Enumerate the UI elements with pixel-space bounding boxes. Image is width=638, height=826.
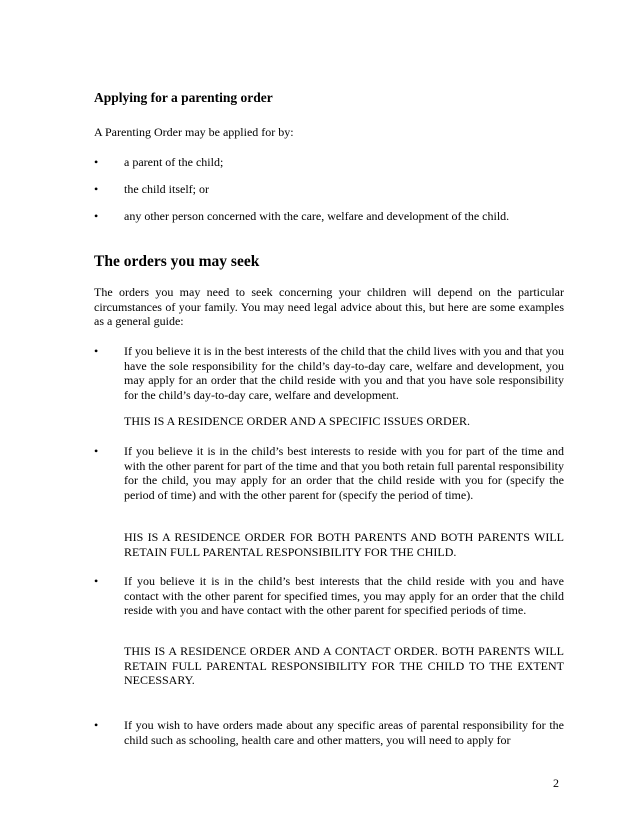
example-text: If you believe it is in the child’s best interests to reside with you for part of the time and with the other parent for part of the time and that you both retain full parental responsibility for the child, you may apply for an order that the child reside with you for (specify the period of time) and with the other parent for (specify the period of time). — [124, 444, 564, 502]
bullet-icon: • — [94, 209, 99, 223]
bullet-icon: • — [94, 344, 99, 358]
example-note: THIS IS A RESIDENCE ORDER AND A SPECIFIC ISSUES ORDER. — [124, 414, 471, 428]
bullet-icon: • — [94, 718, 99, 732]
applicant-text: a parent of the child; — [124, 155, 224, 169]
page-number: 2 — [553, 776, 559, 790]
intro-paragraph: A Parenting Order may be applied for by: — [94, 125, 294, 139]
bullet-icon: • — [94, 182, 99, 196]
example-item — [94, 344, 564, 404]
example-note: THIS IS A RESIDENCE ORDER AND A CONTACT ORDER. BOTH PARENTS WILL RETAIN FULL PARENTAL RESPONSIBILITY FOR THE CHILD TO THE EXTENT NECESSARY. — [124, 644, 564, 687]
bullet-icon: • — [94, 574, 99, 588]
section-heading-orders: The orders you may seek — [94, 253, 260, 270]
applicant-text: the child itself; or — [124, 182, 209, 196]
applicant-text: any other person concerned with the care, welfare and development of the child. — [124, 209, 510, 223]
example-note: HIS IS A RESIDENCE ORDER FOR BOTH PARENTS AND BOTH PARENTS WILL RETAIN FULL PARENTAL RESPONSIBILITY FOR THE CHILD. — [124, 530, 564, 559]
section-heading-applying: Applying for a parenting order — [94, 90, 273, 105]
example-text: If you believe it is in the best interests of the child that the child lives with you and that you have the sole responsibility for the child’s day-to-day care, welfare and development, you may apply for an order that the child reside with you and that you have sole responsibility for the child’s day-to-day care, welfare and development. — [124, 344, 564, 402]
orders-intro-paragraph: The orders you may need to seek concerning your children will depend on the particular circumstances of your family. You may need legal advice about this, but here are some examples as a general guide: — [94, 285, 564, 328]
example-item — [94, 444, 564, 519]
example-item — [94, 718, 564, 750]
bullet-icon: • — [94, 444, 99, 458]
example-text: If you believe it is in the child’s best interests that the child reside with you and have contact with the other parent for specified times, you may apply for an order that the child reside with you and have contact with the other parent for specified periods of time. — [124, 574, 564, 617]
bullet-icon: • — [94, 155, 99, 169]
example-item — [94, 574, 564, 634]
example-text: If you wish to have orders made about any specific areas of parental responsibility for the child such as schooling, health care and other matters, you will need to apply for — [124, 718, 564, 747]
